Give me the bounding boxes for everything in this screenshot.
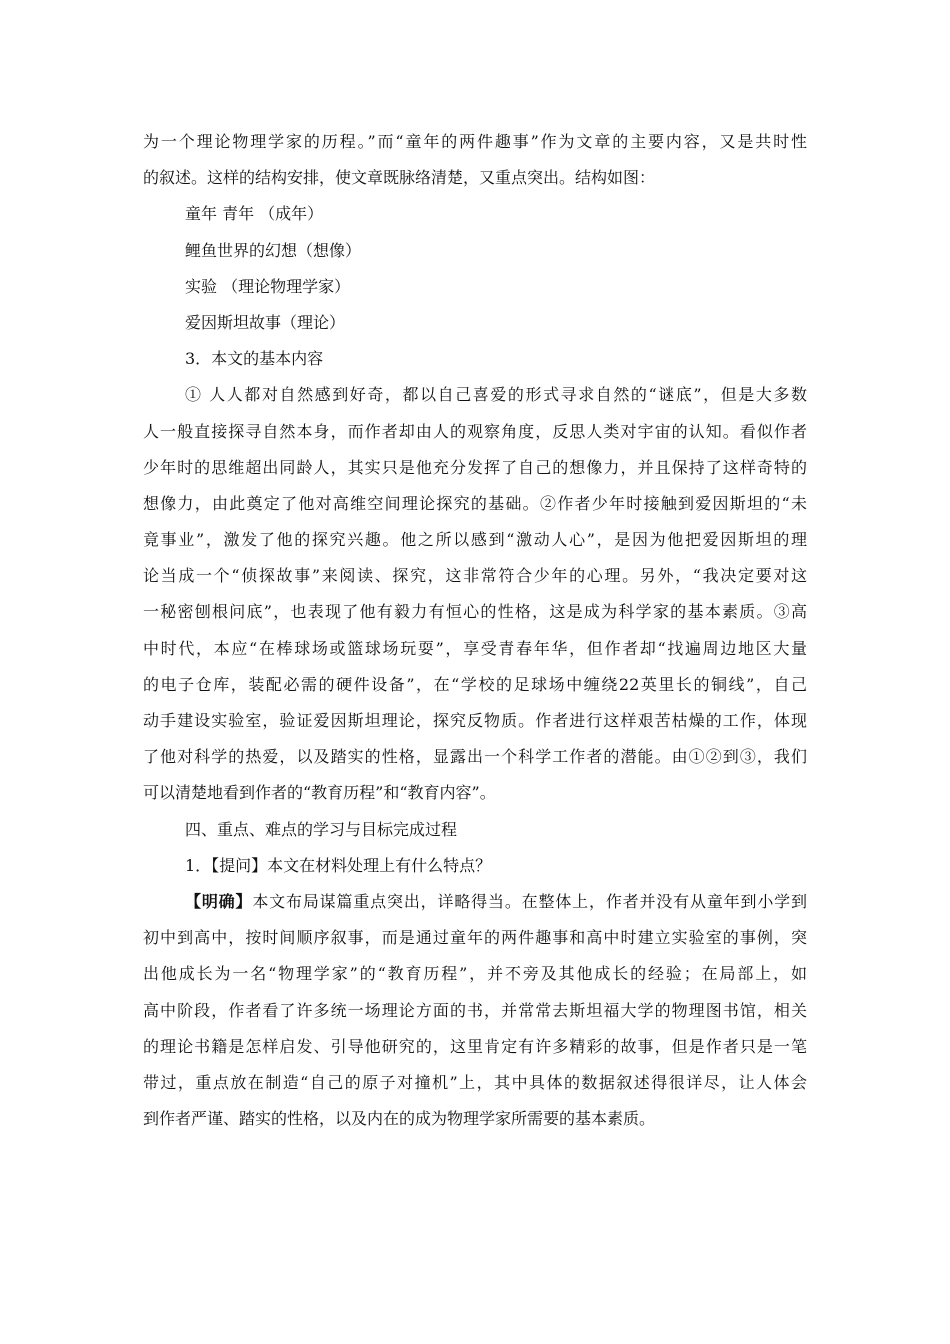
text-line [143, 377, 807, 413]
line-text: 想像力，由此奠定了他对高维空间理论探究的基础。②作者少年时接触到爱因斯坦的“未 [143, 493, 807, 513]
text-line [143, 124, 807, 160]
text-line [143, 884, 807, 920]
text-line [143, 1029, 807, 1065]
line-text: 了他对科学的热爱，以及踏实的性格，显露出一个科学工作者的潜能。由①②到③，我们 [143, 747, 807, 767]
text-line [143, 558, 807, 594]
text-line [143, 1101, 807, 1137]
text-line [143, 956, 807, 992]
line-text: 初中到高中，按时间顺序叙事，而是通过童年的两件趣事和高中时建立实验室的事例，突 [143, 928, 807, 948]
text-line [143, 920, 807, 956]
text-line [143, 848, 807, 884]
text-line [143, 450, 807, 486]
text-line [143, 703, 807, 739]
line-text: 四、重点、难点的学习与目标完成过程 [185, 819, 458, 839]
line-text: ① 人人都对自然感到好奇，都以自己喜爱的形式寻求自然的“谜底”，但是大多数 [185, 385, 807, 405]
text-line [143, 486, 807, 522]
line-text: 一秘密刨根问底”，也表现了他有毅力有恒心的性格，这是成为科学家的基本素质。③高 [143, 602, 807, 622]
line-text: 本文布局谋篇重点突出，详略得当。在整体上，作者并没有从童年到小学到 [252, 891, 807, 911]
text-line [143, 269, 807, 305]
text-line [143, 775, 807, 811]
line-text: 的叙述。这样的结构安排，使文章既脉络清楚，又重点突出。结构如图： [143, 168, 656, 188]
text-line [143, 667, 807, 703]
text-line [143, 739, 807, 775]
text-line [143, 233, 807, 269]
text-line [143, 341, 807, 377]
line-text: 实验 （理论物理学家） [185, 276, 351, 296]
line-text: 的理论书籍是怎样启发、引导他研究的，这里肯定有许多精彩的故事，但是作者只是一笔 [143, 1036, 807, 1056]
line-text: 中时代，本应“在棒球场或篮球场玩耍”，享受青春年华，但作者却“找遍周边地区大量 [143, 638, 807, 658]
line-text: 爱因斯坦故事（理论） [185, 312, 346, 332]
text-line [143, 631, 807, 667]
line-text: 人一般直接探寻自然本身，而作者却由人的观察角度，反思人类对宇宙的认知。看似作者 [143, 421, 807, 441]
text-line [143, 594, 807, 630]
line-text: 可以清楚地看到作者的“教育历程”和“教育内容”。 [143, 783, 496, 803]
line-text: 竟事业”，激发了他的探究兴趣。他之所以感到“激动人心”，是因为他把爱因斯坦的理 [143, 530, 807, 550]
line-text: 鲤鱼世界的幻想（想像） [185, 240, 362, 260]
line-text: 高中阶段，作者看了许多统一场理论方面的书，并常常去斯坦福大学的物理图书馆，相关 [143, 1000, 807, 1020]
line-text: 少年时的思维超出同龄人，其实只是他充分发挥了自己的想像力，并且保持了这样奇特的 [143, 457, 807, 477]
line-text: 童年 青年 （成年） [185, 204, 324, 224]
text-line [143, 993, 807, 1029]
bold-lead: 【明确】 [185, 891, 253, 911]
text-line [143, 196, 807, 232]
text-line [143, 812, 807, 848]
line-text: 的电子仓库，装配必需的硬件设备”，在“学校的足球场中缠绕22英里长的铜线”，自己 [143, 674, 807, 694]
text-line [143, 522, 807, 558]
line-text: 动手建设实验室，验证爱因斯坦理论，探究反物质。作者进行这样艰苦枯燥的工作，体现 [143, 711, 807, 730]
line-text: 为一个理论物理学家的历程。”而“童年的两件趣事”作为文章的主要内容，又是共时性 [143, 132, 807, 151]
line-text: 带过，重点放在制造“自己的原子对撞机”上，其中具体的数据叙述得很详尽，让人体会 [143, 1072, 807, 1092]
line-text: 到作者严谨、踏实的性格，以及内在的成为物理学家所需要的基本素质。 [143, 1109, 656, 1129]
document-body [143, 124, 807, 1137]
line-text: 论当成一个“侦探故事”来阅读、探究，这非常符合少年的心理。另外，“我决定要对这 [143, 566, 807, 586]
text-line [143, 160, 807, 196]
text-line [143, 1065, 807, 1101]
line-text: 出他成长为一名“物理学家”的“教育历程”，并不旁及其他成长的经验；在局部上，如 [143, 964, 807, 984]
text-line [143, 305, 807, 341]
line-text: 3．本文的基本内容 [185, 349, 324, 369]
line-text: 1．【提问】本文在材料处理上有什么特点？ [185, 855, 492, 875]
text-line [143, 414, 807, 450]
